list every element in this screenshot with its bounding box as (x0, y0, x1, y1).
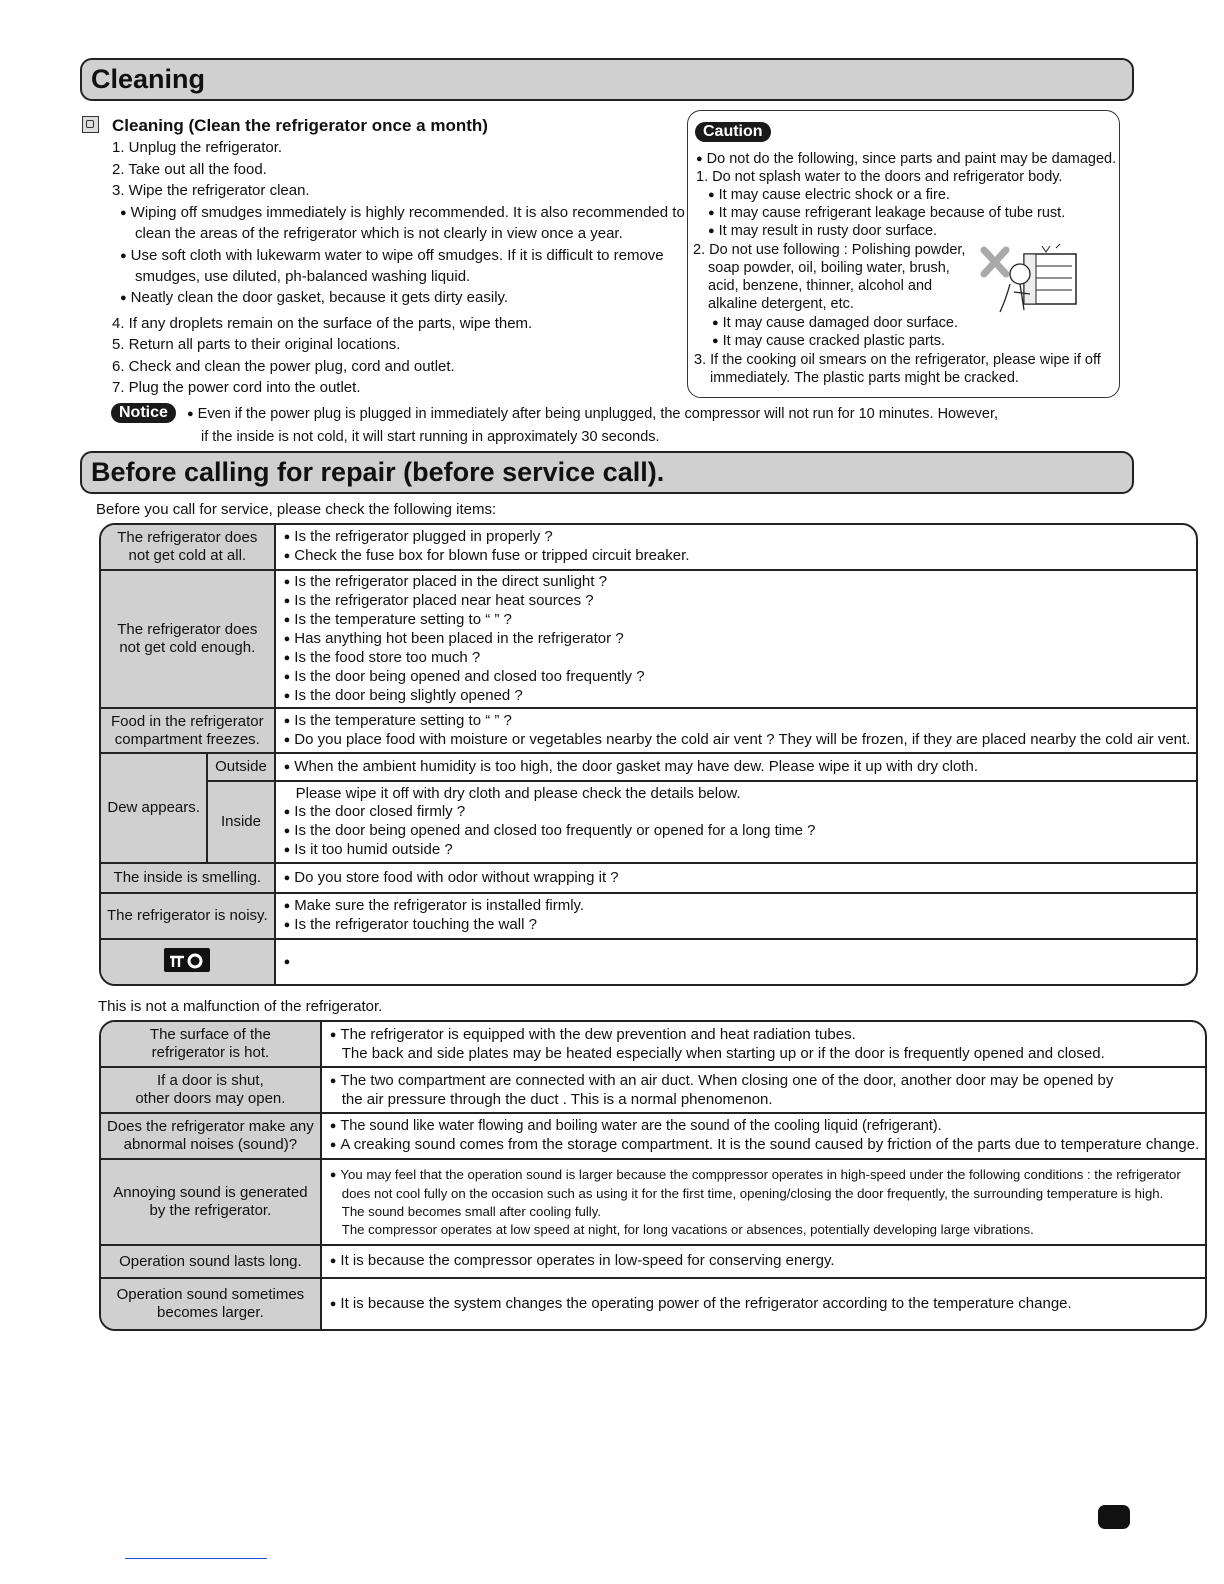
checkbox-icon (82, 116, 99, 133)
table-row (101, 1022, 1205, 1068)
table-row (101, 525, 1196, 571)
no-cleaning-illustration (980, 244, 1080, 316)
table-row (101, 1068, 1205, 1114)
sub-symptom-inside: Inside (208, 782, 275, 864)
repair-banner (80, 451, 1134, 494)
symptom-cell: Annoying sound is generated by the refrigerator. (101, 1160, 322, 1246)
table-row (101, 782, 1196, 864)
caution-line: immediately. The plastic parts might be cracked. (710, 370, 1019, 386)
step-3-tip-1a: ● Wiping off smudges immediately is highly recommended. It is also recommended to (120, 204, 685, 223)
repair-title: Before calling for repair (before service call). (91, 457, 665, 487)
symptom-cell: The refrigerator does not get cold enough. (101, 571, 276, 709)
check-cell: ● Is the refrigerator plugged in properly ? ● Check the fuse box for blown fuse or tripped circuit breaker. (276, 525, 1197, 571)
check-cell: ● Is the refrigerator placed in the direct sunlight ? ● Is the refrigerator placed near heat sources ? ● Is the temperature setting to “ ” ? ● Has anything hot been placed in the refrigerator ? ● Is the food store too much ? ● Is the door being opened and closed too frequently ? ● Is the door being slightly opened ? (276, 571, 1197, 709)
symptom-cell: Dew appears. (101, 754, 208, 864)
caution-line: ● It may result in rusty door surface. (708, 222, 937, 241)
cleaning-title: Cleaning (91, 64, 206, 94)
symptom-cell: The surface of the refrigerator is hot. (101, 1022, 322, 1068)
step-3-tip-2b: smudges, use diluted, ph-balanced washing liquid. (135, 268, 471, 285)
caution-line: 1. Do not splash water to the doors and refrigerator body. (696, 169, 1063, 185)
caution-line: ● It may cause electric shock or a fire. (708, 186, 950, 205)
normal-table (99, 1020, 1207, 1331)
footer-link-line (125, 1558, 267, 1559)
symptom-cell: Does the refrigerator make any abnormal noises (sound)? (101, 1114, 322, 1160)
page-number-tab (1098, 1505, 1130, 1529)
step-4: 4. If any droplets remain on the surface of the parts, wipe them. (112, 315, 533, 332)
notice-badge: Notice (111, 403, 176, 423)
table-row (101, 894, 1196, 940)
table-row (101, 571, 1196, 709)
caution-line: ● Do not do the following, since parts and paint may be damaged. (696, 150, 1116, 169)
table-row (101, 709, 1196, 754)
caution-line: 2. Do not use following : Polishing powder, (693, 242, 966, 258)
lock-icon (164, 948, 210, 972)
explain-cell: ● It is because the compressor operates in low-speed for conserving energy. (322, 1246, 1205, 1279)
symptom-cell (101, 940, 276, 984)
explain-cell: ● The two compartment are connected with an air duct. When closing one of the door, another door may be opened by the air pressure through the duct . This is a normal phenomenon. (322, 1068, 1205, 1114)
step-7: 7. Plug the power cord into the outlet. (112, 379, 361, 396)
step-3: 3. Wipe the refrigerator clean. (112, 182, 310, 199)
check-cell: ● When the ambient humidity is too high, the door gasket may have dew. Please wipe it up with dry cloth. (276, 754, 1197, 782)
explain-cell: ● You may feel that the operation sound is larger because the comppressor operates in high-speed under the following conditions : the refrigerator does not cool fully on the occasion such as using it for the first time, opening/closing the door frequently, the surrounding temperature is high. The sound becomes small after cooling fully. The compressor operates at low speed at night, for long vacations or absences, potentially developing large vibrations. (322, 1160, 1205, 1246)
check-cell: ● Do you store food with odor without wrapping it ? (276, 864, 1197, 894)
check-cell: ● Make sure the refrigerator is installed firmly. ● Is the refrigerator touching the wall ? (276, 894, 1197, 940)
step-3-tip-2a: ● Use soft cloth with lukewarm water to wipe off smudges. If it is difficult to remove (120, 247, 664, 266)
check-cell: ● Is the temperature setting to “ ” ? ● Do you place food with moisture or vegetables nearby the cold air vent ? They will be frozen, if they are placed nearby the cold air vent. (276, 709, 1197, 754)
table-row (101, 940, 1196, 984)
check-cell (276, 940, 1197, 984)
caution-line: ● It may cause cracked plastic parts. (712, 332, 945, 351)
notice-line-2: if the inside is not cold, it will start running in approximately 30 seconds. (201, 429, 660, 445)
normal-intro: This is not a malfunction of the refrigerator. (98, 998, 383, 1015)
cleaning-banner (80, 58, 1134, 101)
symptom-cell: Operation sound sometimes becomes larger. (101, 1279, 322, 1329)
cleaning-heading: Cleaning (Clean the refrigerator once a month) (112, 116, 488, 135)
caution-line: ● It may cause damaged door surface. (712, 314, 958, 333)
symptom-cell: The refrigerator is noisy. (101, 894, 276, 940)
sub-symptom-outside: Outside (208, 754, 275, 782)
explain-cell: ● The refrigerator is equipped with the dew prevention and heat radiation tubes. The back and side plates may be heated especially when starting up or if the door is frequently opened and closed. (322, 1022, 1205, 1068)
explain-cell: ● It is because the system changes the operating power of the refrigerator according to the temperature change. (322, 1279, 1205, 1329)
step-3-tip-1b: clean the areas of the refrigerator which is not clearly in view once a year. (135, 225, 623, 242)
caution-line: ● It may cause refrigerant leakage because of tube rust. (708, 204, 1065, 223)
step-2: 2. Take out all the food. (112, 161, 267, 178)
symptom-cell: The inside is smelling. (101, 864, 276, 894)
explain-cell: ● The sound like water flowing and boiling water are the sound of the cooling liquid (refrigerant). ● A creaking sound comes from the storage compartment. It is the sound caused by friction of the parts due to temperature change. (322, 1114, 1205, 1160)
caution-line: soap powder, oil, boiling water, brush, (708, 260, 950, 276)
table-row (101, 864, 1196, 894)
table-row (101, 1114, 1205, 1160)
notice-line-1: ● Even if the power plug is plugged in immediately after being unplugged, the compressor will not run for 10 minutes. However, (187, 405, 998, 424)
table-row (101, 1246, 1205, 1279)
caution-line: acid, benzene, thinner, alcohol and (708, 278, 933, 294)
table-row (101, 1160, 1205, 1246)
symptom-cell: The refrigerator does not get cold at all. (101, 525, 276, 571)
repair-intro: Before you call for service, please check the following items: (96, 501, 497, 518)
symptom-cell: Operation sound lasts long. (101, 1246, 322, 1279)
step-6: 6. Check and clean the power plug, cord and outlet. (112, 358, 455, 375)
table-row (101, 1279, 1205, 1329)
caution-badge: Caution (695, 122, 771, 142)
symptom-cell: If a door is shut, other doors may open. (101, 1068, 322, 1114)
step-5: 5. Return all parts to their original locations. (112, 336, 401, 353)
check-cell: Please wipe it off with dry cloth and please check the details below. ● Is the door closed firmly ? ● Is the door being opened and closed too frequently or opened for a long time ? ● Is it too humid outside ? (276, 782, 1197, 864)
caution-line: 3. If the cooking oil smears on the refrigerator, please wipe if off (694, 352, 1101, 368)
table-row (101, 754, 1196, 782)
repair-table (99, 523, 1198, 986)
step-3-tip-3: ● Neatly clean the door gasket, because it gets dirty easily. (120, 289, 508, 308)
step-1: 1. Unplug the refrigerator. (112, 139, 283, 156)
caution-line: alkaline detergent, etc. (708, 296, 854, 312)
symptom-cell: Food in the refrigerator compartment freezes. (101, 709, 276, 754)
